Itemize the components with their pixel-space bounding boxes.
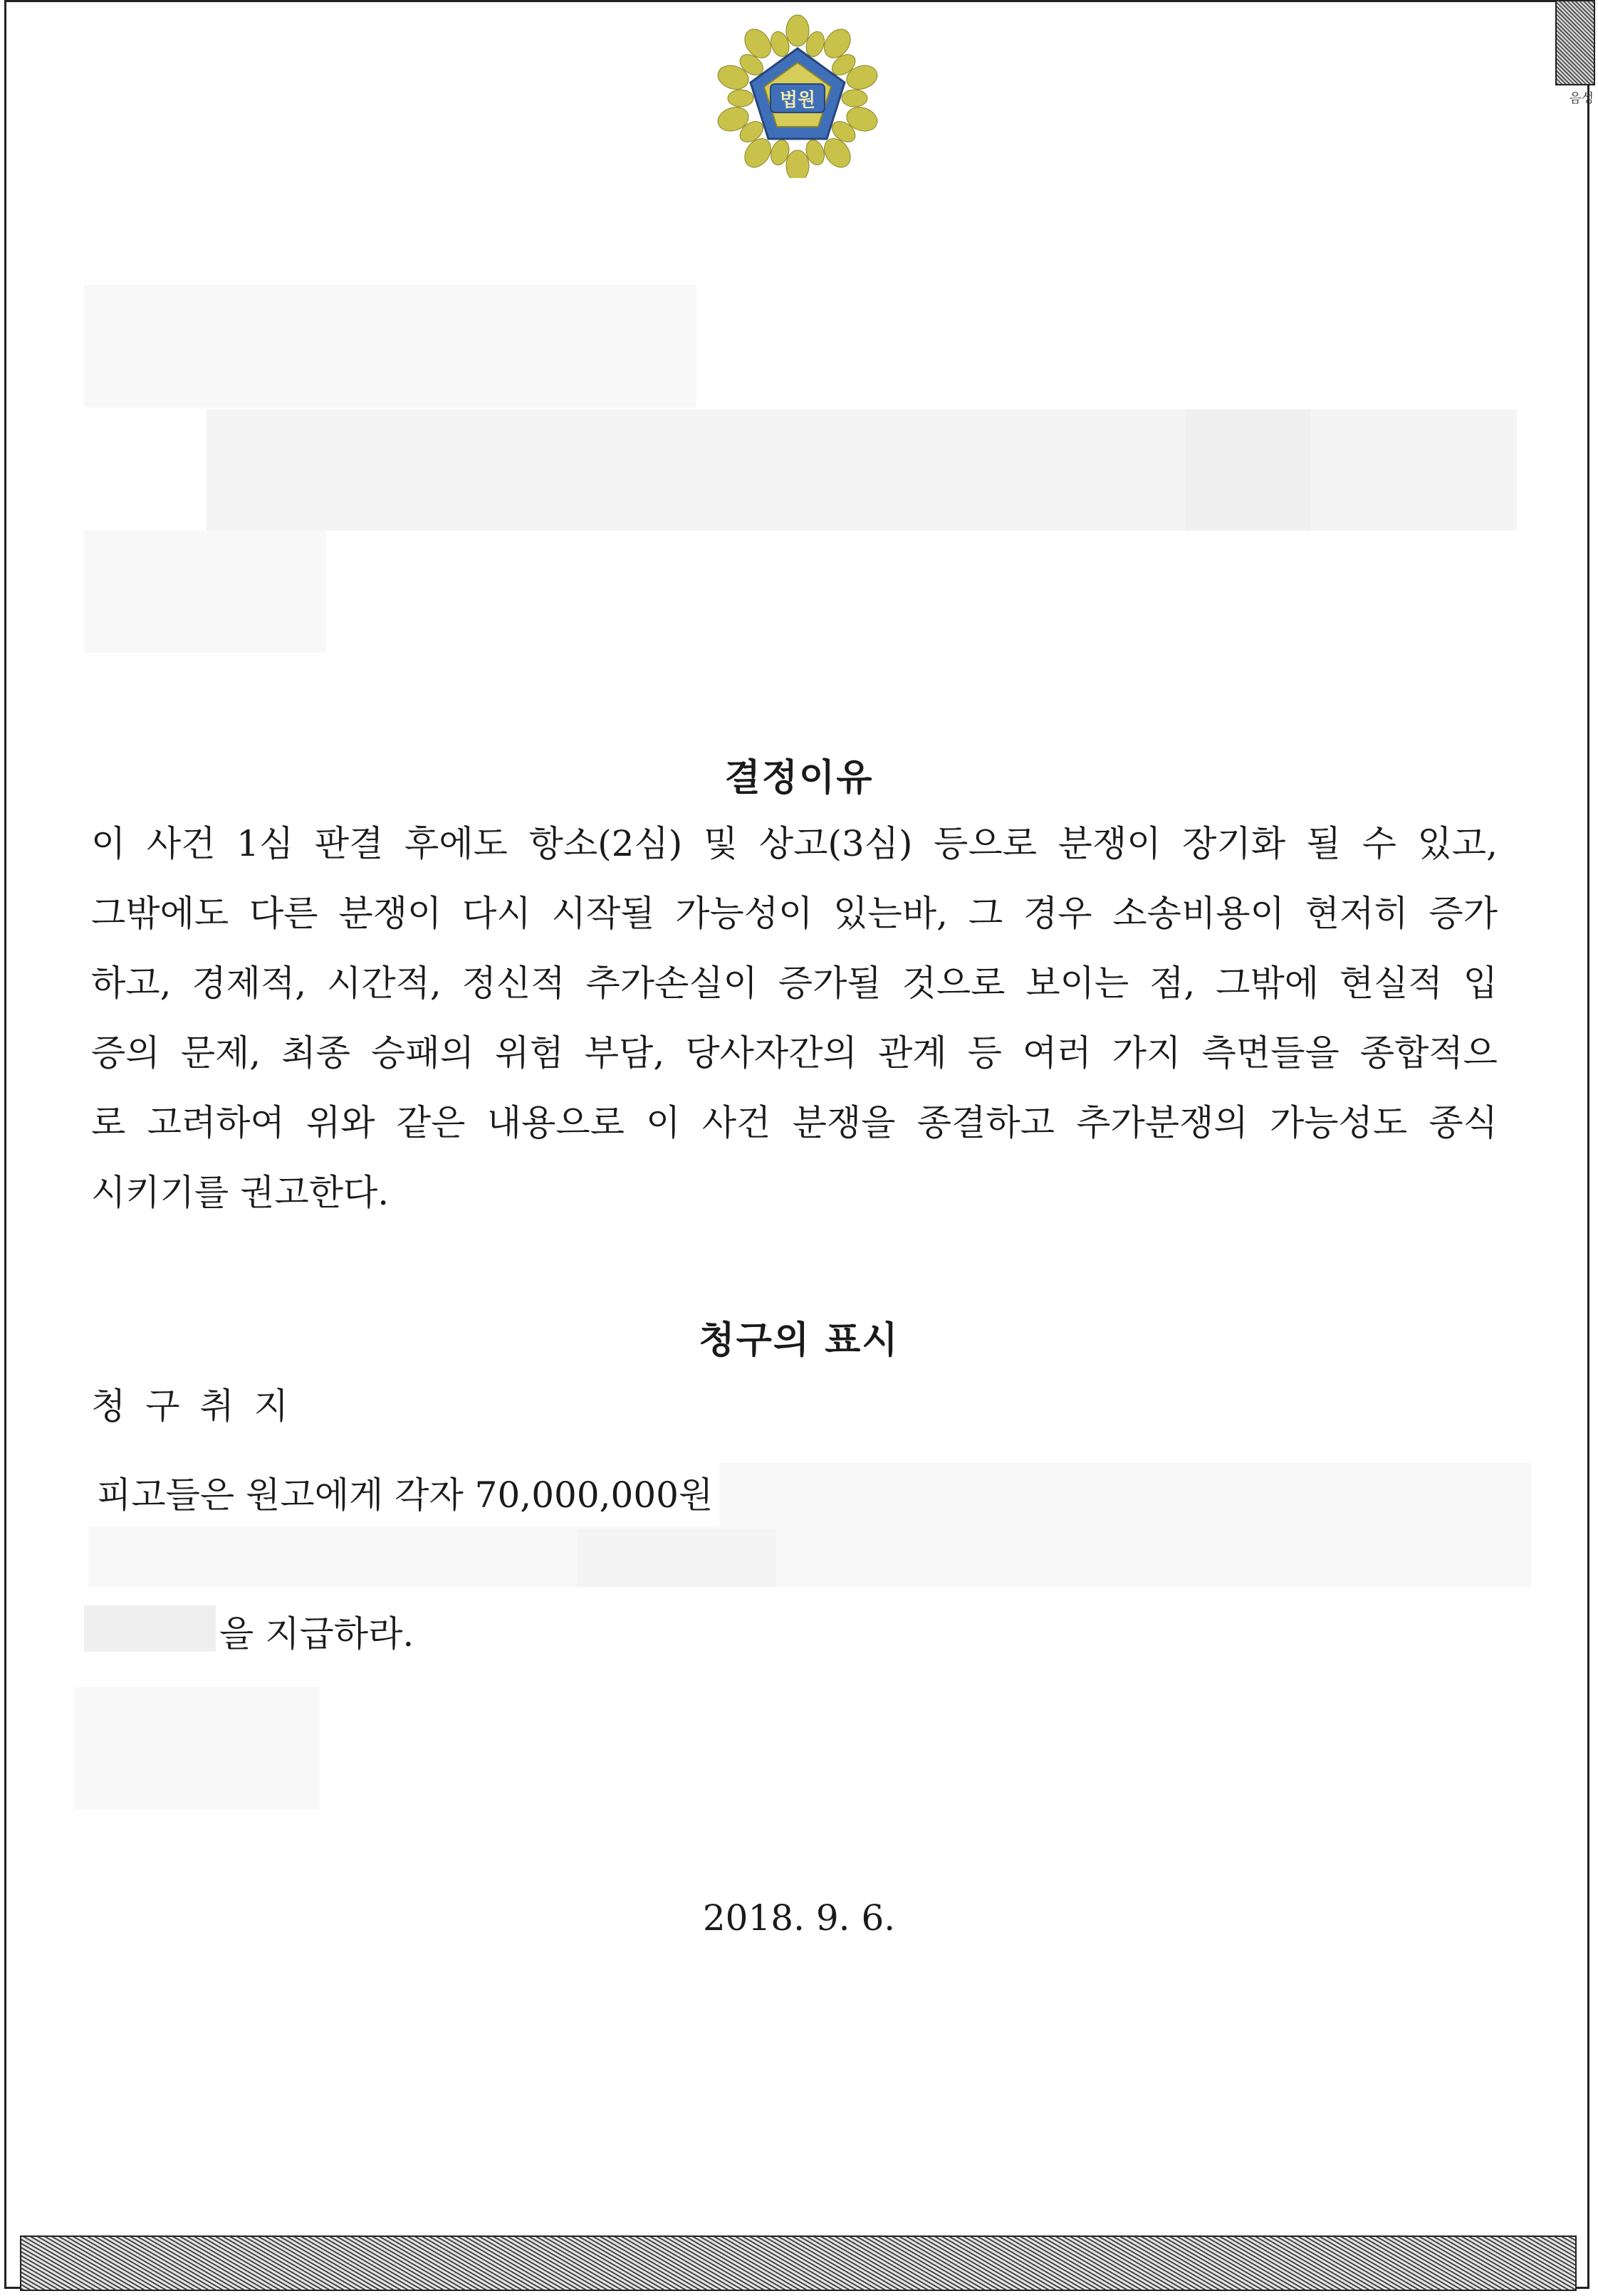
decision-date: 2018. 9. 6. — [702, 1897, 896, 1939]
reason-line: 이 사건 1심 판결 후에도 항소(2심) 및 상고(3심) 등으로 분쟁이 장기화 될 수 있고, — [91, 823, 1498, 864]
redacted-block — [719, 1463, 1531, 1527]
redacted-block — [207, 409, 1517, 530]
barcode-stamp — [1555, 0, 1595, 85]
reason-paragraph — [91, 809, 1498, 1227]
reason-heading: 결정이유 — [724, 757, 874, 800]
redacted-block — [84, 285, 696, 407]
redacted-block — [74, 1687, 320, 1810]
court-emblem-icon — [712, 7, 883, 178]
redacted-block — [88, 1527, 1531, 1588]
redacted-block — [84, 1605, 216, 1652]
reason-line: 하고, 경제적, 시간적, 정신적 추가손실이 증가될 것으로 보이는 점, 그밖에 현실적 입 — [91, 963, 1498, 1004]
claim-line-3: 을 지급하라. — [219, 1613, 414, 1655]
redacted-block — [1186, 409, 1310, 530]
redacted-block — [84, 530, 326, 653]
claim-line-1: 피고들은 원고에게 각자 70,000,000원 — [97, 1474, 714, 1516]
reason-line: 시키기를 권고한다. — [91, 1172, 390, 1213]
footer-security-pattern — [20, 2235, 1577, 2291]
claim-heading: 청구의 표시 — [699, 1319, 899, 1362]
redacted-block — [577, 1529, 776, 1586]
reason-line: 그밖에도 다른 분쟁이 다시 시작될 가능성이 있는바, 그 경우 소송비용이 현저히 증가 — [91, 893, 1498, 934]
reason-line: 로 고려하여 위와 같은 내용으로 이 사건 분쟁을 종결하고 추가분쟁의 가능성도 종식 — [91, 1102, 1498, 1143]
svg-text:법원: 법원 — [779, 90, 816, 111]
reason-line: 증의 문제, 최종 승패의 위험 부담, 당사자간의 관계 등 여러 가지 측면들을 종합적으 — [91, 1032, 1498, 1074]
corner-label: 음성 — [1569, 91, 1594, 106]
claim-subheading: 청 구 취 지 — [91, 1385, 293, 1427]
